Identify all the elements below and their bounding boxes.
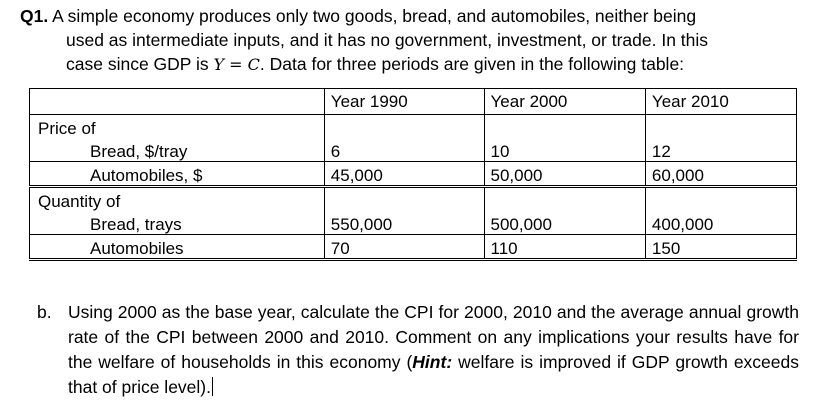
cell-bread-qty-1990: 550,000 [324,211,484,235]
cell-auto-qty-1990: 70 [324,235,484,260]
cell-auto-qty-2000: 110 [484,235,645,260]
table-row-price-section [30,115,797,139]
row-label-automobiles-quantity: Automobiles [30,235,325,260]
part-b-body: Using 2000 as the base year, calculate the CPI for 2000, 2010 and the average annual growth rate of the CPI between 2000 and 2010. Comment on any implications your results have for the welfare of households in this economy ( [68,302,799,372]
question-text-line-2: used as intermediate inputs, and it has no government, investment, or trade. In this [66,30,709,50]
data-table [29,88,797,261]
table-row-price-bread [30,138,797,162]
cell-auto-price-1990: 45,000 [324,162,484,187]
header-cell-empty [30,89,325,115]
section-label-price: Price of [30,115,325,139]
table-header-row [30,89,797,115]
table-row-quantity-section [30,187,797,212]
row-label-automobiles-price: Automobiles, $ [30,162,325,187]
table-row-quantity-bread [30,211,797,235]
cell-auto-price-2000: 50,000 [484,162,645,187]
gdp-equation: Y = C [213,55,260,74]
header-year-1990: Year 1990 [324,89,484,115]
header-year-2010: Year 2010 [645,89,796,115]
question-text-line-1: A simple economy produces only two goods, bread, and automobiles, neither being [48,6,697,26]
text-cursor [212,377,213,396]
question-line-1 [20,4,820,28]
cell-bread-qty-2000: 500,000 [484,211,645,235]
hint-text: welfare is improved if GDP growth exceeds that of price level). [68,352,799,397]
cell-bread-price-2010: 12 [645,138,796,162]
header-year-2000: Year 2000 [484,89,645,115]
cell-bread-qty-2010: 400,000 [645,211,796,235]
part-b-letter: b. [37,302,52,322]
section-label-quantity: Quantity of [30,187,325,212]
row-label-bread-quantity: Bread, trays [30,211,325,235]
question-number: Q1. [20,6,49,26]
part-b [37,300,799,400]
cell-bread-price-2000: 10 [484,138,645,162]
part-b-text[interactable] [68,300,799,400]
question-line-3 [66,52,684,77]
table-row-quantity-automobiles [30,235,797,260]
cell-auto-price-2010: 60,000 [645,162,796,187]
cell-auto-qty-2010: 150 [645,235,796,260]
question-text-line-3a: case since GDP is [66,54,214,74]
row-label-bread-price: Bread, $/tray [30,138,325,162]
table-row-price-automobiles [30,162,797,187]
cell-bread-price-1990: 6 [324,138,484,162]
hint-label: Hint: [412,352,453,372]
question-text-line-3b: . Data for three periods are given in the following table: [259,54,685,74]
